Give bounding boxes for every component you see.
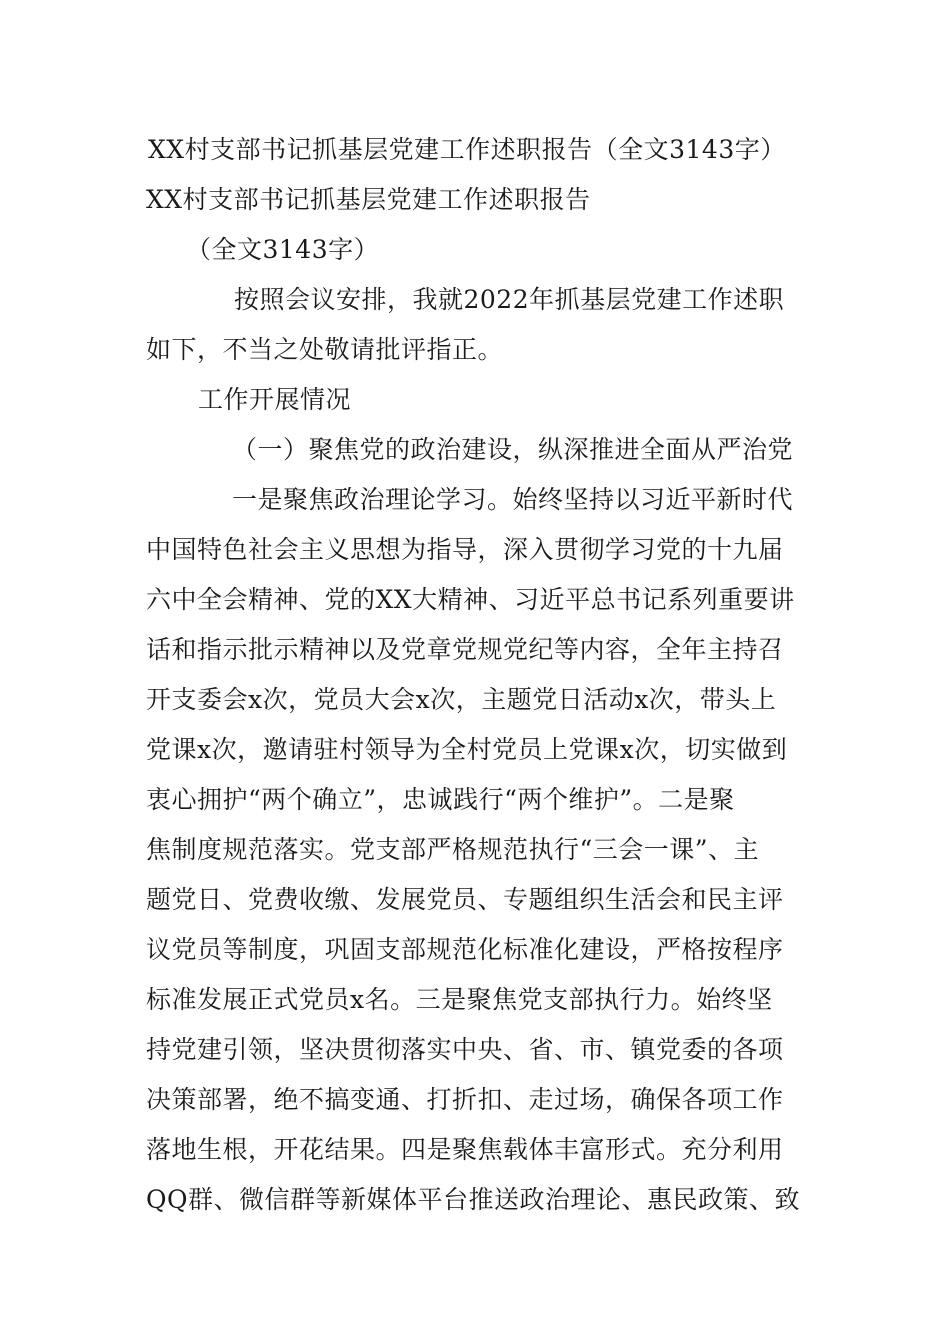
body-line: 话和指示批示精神以及党章党规党纪等内容，全年主持召 <box>146 635 784 664</box>
body-line: 中国特色社会主义思想为指导，深入贯彻学习党的十九届 <box>146 535 784 564</box>
body-line: QQ群、微信群等新媒体平台推送政治理论、惠民政策、致 <box>146 1185 800 1214</box>
body-line: 党课x次，邀请驻村领导为全村党员上党课x次，切实做到 <box>146 735 788 764</box>
subsection-heading: （一）聚焦党的政治建设，纵深推进全面从严治党 <box>232 435 794 464</box>
body-line: 衷心拥护“两个确立”，忠诚践行“两个维护”。二是聚 <box>146 785 735 814</box>
intro-line: 按照会议安排，我就2022年抓基层党建工作述职 <box>234 285 785 314</box>
body-line: 题党日、党费收缴、发展党员、专题组织生活会和民主评 <box>146 885 784 914</box>
intro-line: 如下，不当之处敬请批评指正。 <box>146 335 504 364</box>
body-line: 标准发展正式党员x名。三是聚焦党支部执行力。始终坚 <box>146 985 773 1014</box>
body-line: 一是聚焦政治理论学习。始终坚持以习近平新时代 <box>232 485 794 514</box>
section-heading: 工作开展情况 <box>198 385 352 414</box>
body-line: 落地生根，开花结果。四是聚焦载体丰富形式。充分利用 <box>146 1135 784 1164</box>
body-line: 议党员等制度，巩固支部规范化标准化建设，严格按程序 <box>146 935 784 964</box>
body-line: 六中全会精神、党的XX大精神、习近平总书记系列重要讲 <box>146 585 795 614</box>
document-title: XX村支部书记抓基层党建工作述职报告（全文3143字） <box>148 135 786 164</box>
body-line: 开支委会x次，党员大会x次，主题党日活动x次，带头上 <box>146 685 777 714</box>
body-line: 焦制度规范落实。党支部严格规范执行“三会一课”、主 <box>146 835 760 864</box>
word-count: （全文3143字） <box>186 235 380 264</box>
document-subtitle: XX村支部书记抓基层党建工作述职报告 <box>146 185 591 214</box>
body-line: 决策部署，绝不搞变通、打折扣、走过场，确保各项工作 <box>146 1085 784 1114</box>
body-line: 持党建引领，坚决贯彻落实中央、省、市、镇党委的各项 <box>146 1035 784 1064</box>
